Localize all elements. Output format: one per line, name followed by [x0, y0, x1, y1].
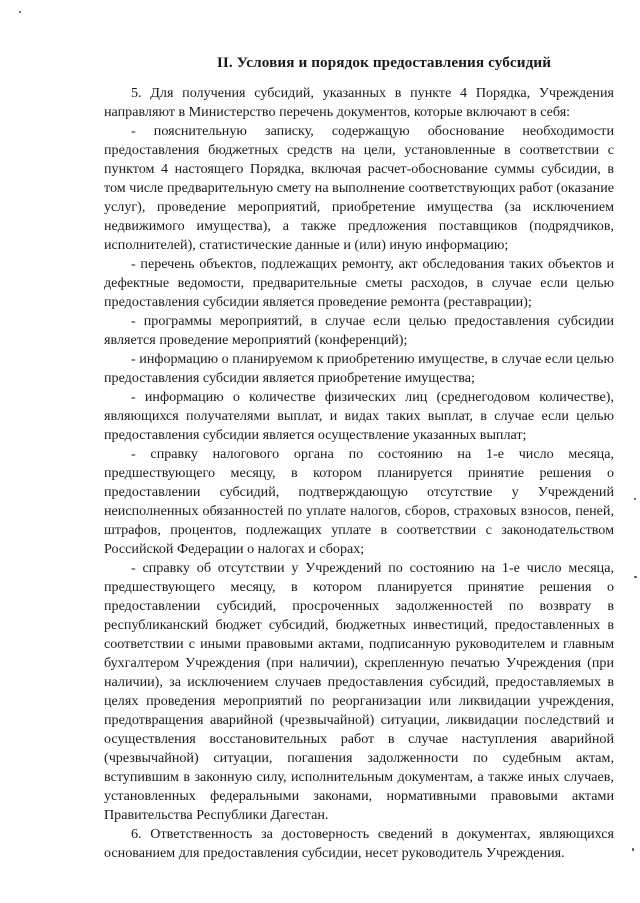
paragraph-event-programs: - программы мероприятий, в случае если целью предоставления субсидии является проведение мероприятий (конференций); — [104, 313, 614, 348]
paragraph-repair-objects: - перечень объектов, подлежащих ремонту, акт обследования таких объектов и дефектные ведомости, предварительные сметы расходов, в случае если целью предоставления субсидии является проведение ремонта (реставрации); — [104, 256, 614, 310]
paragraph-item-5: 5. Для получения субсидий, указанных в пункте 4 Порядка, Учреждения направляют в Министерство перечень документов, которые включают в себя: — [104, 85, 614, 120]
document-body — [104, 84, 614, 863]
paragraph-property-info: - информацию о планируемом к приобретению имуществе, в случае если целью предоставления субсидии является приобретение имущества; — [104, 351, 614, 386]
section-heading: II. Условия и порядок предоставления субсидий — [216, 54, 552, 71]
paragraph-payments-info: - информацию о количестве физических лиц (среднегодовом количестве), являющихся получателями выплат, и видах таких выплат, в случае если целью предоставления субсидии является осуществление указанных выплат; — [104, 389, 614, 443]
scan-speck — [632, 848, 634, 851]
scan-speck — [19, 11, 21, 13]
paragraph-explanatory-note: - пояснительную записку, содержащую обоснование необходимости предоставления бюджетных средств на цели, установленные в соответствии с пунктом 4 настоящего Порядка, включая расчет-обоснование суммы субсидии, в том числе предварительную смету на выполнение соответствующих работ (оказание услуг), проведение мероприятий, приобретение имущества (за исключением недвижимого имущества), а также предложения поставщиков (подрядчиков, исполнителей), статистические данные и (или) иную информацию; — [104, 123, 614, 253]
scan-speck — [634, 498, 636, 500]
scan-speck — [634, 576, 637, 578]
paragraph-tax-certificate: - справку налогового органа по состоянию на 1-е число месяца, предшествующего месяцу, в котором планируется принятие решения о предоставлении субсидий, подтверждающую отсутствие у Учреждений неисполненных обязанностей по уплате налогов, сборов, страховых взносов, пеней, штрафов, процентов, подлежащих уплате в соответствии с законодательством Российской Федерации о налогах и сборах; — [104, 446, 614, 557]
paragraph-debt-certificate: - справку об отсутствии у Учреждений по состоянию на 1-е число месяца, предшествующего месяцу, в котором планируется принятие решения о предоставлении субсидий, просроченных задолженностей по возврату в республиканский бюджет субсидий, бюджетных инвестиций, предоставленных в соответствии с иными правовыми актами, подписанную руководителем и главным бухгалтером Учреждения (при наличии), скрепленную печатью Учреждения (при наличии), за исключением случаев предоставления субсидий, предоставляемых в целях проведения мероприятий по реорганизации или ликвидации учреждения, предотвращения аварийной (чрезвычайной) ситуации, ликвидации последствий и осуществления восстановительных работ в случае наступления аварийной (чрезвычайной) ситуации, погашения задолженности по судебным актам, вступившим в законную силу, исполнительным документам, а также иных случаев, установленных федеральными законами, нормативными правовыми актами Правительства Республики Дагестан. — [104, 560, 614, 823]
paragraph-item-6: 6. Ответственность за достоверность сведений в документах, являющихся основанием для предоставления субсидии, несет руководитель Учреждения. — [104, 826, 614, 861]
